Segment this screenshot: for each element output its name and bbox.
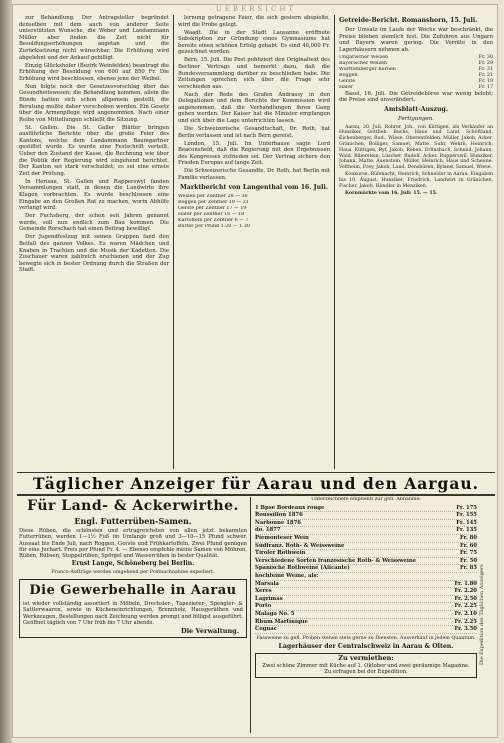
wine-row [255,619,477,627]
wine-row [255,573,477,581]
wine-row [255,603,477,611]
col1-paragraph: In Herisau, St. Gallen und Rapperswyl fanden Versammlungen statt, in denen die Landwirte ihre Klagen vorbrachten. Es wurde beschlossen eine Eingabe an den Großen Rat zu machen, worin Abhilfe verlangt wird. [19,178,169,212]
wine-intro: Unterzeichnete empfiehlt zur gefl. Abnahme: [311,497,421,502]
rent-label: Zu vermiethen: [338,654,394,663]
page-shadow [0,0,12,743]
column-2 [178,15,330,471]
column-divider [250,497,251,733]
grain-price-row: Bayerischer Weizen Fr. 29 [339,60,493,66]
wine-price: Fr. 2.25 [454,618,477,625]
wine-row [255,588,477,596]
wine-name: 1 Bpse Bordeaux rouge [255,504,325,511]
wine-price: Fr. 2.20 [454,588,477,595]
column-1 [19,15,169,471]
wine-row [255,543,477,551]
col2-paragraph: London, 15. Juli. Im Unterhause sagte Lord Beaconsfield, daß die Regierung mit den Ergebnissen des Kongresses zufrieden sei. Der Vertrag sichere den Frieden Europas auf lange Zeit. [178,140,330,167]
wine-name: Xeres [255,588,272,595]
wine-note: Fassweine zu gefl. Proben stehen stets gerne zu Diensten. Ausverkauf in jedem Quantum. [256,635,476,641]
newspaper-page [12,4,498,738]
wine-price: Fr. 2.25 [454,603,477,610]
column-divider [334,15,335,469]
col1-paragraph: Einzig Glückshofer (Bezirk Weinfelden) beantragt die Erhöhung der Besoldung von 600 auf 850 Fr. Die Erhöhung wird beschlossen, ebenso jene der Weibel. [19,62,169,82]
wine-name: Roussillon 1876 [255,512,303,519]
wine-row [255,535,477,543]
wine-price: Fr. 60 [459,542,477,549]
wine-name: Verschiedene Sorten französische Roth- & Weissweine [255,557,417,564]
kornmarkt-footer: Kornmärkte vom 16. Juli: 15. — 15. [345,191,438,197]
col1-paragraph: Der Jugendfestzug mit seinen Gruppen fand den Beifall des ganzen Volkes. Es waren Mädchen und Knaben in Trachten und die Musik der Kadetten. Die Zuschauer waren zahlreich erschienen und der Zug bewegte sich in bester Ordnung durch die Straßen der Stadt. [19,234,169,274]
wine-price: Fr. 135 [456,527,477,534]
col1-paragraph: St. Gallen. Die St. Galler Blätter bringen ausführliche Berichte über die große Feier des Kantons, welche dem Landammann Baumgartner gestiftet wurde. Es wurde eine Festschrift verteilt. Ueber den Zustand der Kasse, die Rechnung wie über die Politik der Regierung wird eingehend berichtet. Der Kanton sei stark verschuldet; es sei eine ernste Zeit der Prüfung. [19,124,169,177]
market-line: Hafer per Zentner 16 — 18 [178,211,245,217]
market-report-title: Marktbericht von Langenthal vom 16. Juli. [180,183,328,191]
wine-name: Piemonteser Wein [255,534,309,541]
wine-price: Fr. 175 [456,504,477,511]
wine-name: Rhum Martinique [255,618,308,625]
grain-report-title: Getreide-Bericht. Romanshorn, 15. Juli. [339,17,478,24]
wine-price: Fr. 1.80 [454,580,477,587]
wine-row [255,550,477,558]
grain-report-intro: Der Umsatz im Laufe der Woche war beschränkt, die Preise blieben ziemlich fest. Die Zufuhren aus Ungarn und Bayern waren gering. Die Vorräte in den Lagerhäusern nehmen ab. [339,27,493,53]
wine-price: Fr. 145 [456,519,477,526]
ad-headline: Für Land- & Ackerwirthe. [27,498,239,514]
wine-name: Tiroler Rothwein [255,550,306,557]
wine-price: Fr. 80 [459,534,477,541]
wine-row [255,581,477,589]
market-line: Gerste per Zentner 17 — 19 [178,205,247,211]
col1-paragraph: zur Behandlung. Der Antragsteller begründet denselben mit dem auch von anderer Seite unterstützten Wunsche, die Weber und Landammann Müller aber finden die Zeit nicht für Besoldungserhöhungen angetan und die Zurücksetzung nicht wünschbar. Die Erhöhung wird abgelehnt und der Ankauf gebilligt. [19,15,169,61]
wine-name: Cognac [255,626,277,633]
col2-lead: lernung getragene Feier, die sich gestern abspielte, wird die Probe gelegt. [178,15,330,28]
wine-row [255,558,477,566]
wine-price: Fr. 2.50 [454,595,477,602]
wine-name: Spanische Rothweine (Alicante) [255,565,350,572]
side-strip-text: Die Expedition des Täglichen Anzeigers [479,564,485,666]
wine-row [255,611,477,619]
market-line: Weizen per Zentner 28 — 30 [178,193,248,199]
grain-price-row: Hafer Fr. 17 [339,84,493,90]
wine-name: Südfranz. Roth- & Weissweine [255,542,345,549]
wine-row [255,596,477,604]
ad-subheadline: Engl. Futterrüben-Samen. [74,516,192,526]
wine-price: Fr. 155 [456,512,477,519]
col1-paragraph: Der Fuchsberg, der schon seit Jahren genannt wurde, soll nun endlich zum Bau kommen. Die Gemeinde Rorschach hat einen Beitrag bewilligt. [19,213,169,233]
grain-price-row: Ungarischer Weizen Fr. 30 [339,54,493,60]
col2-paragraph: Waadt. Die in der Stadt Lausanne eröffnete Subskription zur Gründung eines Gymnasiums hat bereits einen schönen Erfolg gehabt. Es sind 40,000 Fr. gezeichnet worden. [178,29,330,56]
grain-price-row: Roggen Fr. 21 [339,72,493,78]
amtsblatt-subtitle: Fertigungen. [397,115,435,122]
seed-advertisement [19,497,247,733]
section-rule [17,494,495,496]
col1-paragraph: Nun folgte noch der Gesetzesvorschlag über das Gesundheitswesen; die Behandlung kommen, allein die Bünde hatten sich schon allgemein gestellt, die Beratung mußte daher verschoben werden. Ein Gesetz über die Armenpflege wird angenommen. Nach einer Reihe von Mitteilungen schließt die Sitzung. [19,83,169,123]
market-line: Kartoffeln per Zentner 6 — 7 [178,217,249,223]
rent-text: Zwei schöne Zimmer mit Küche auf 1. Oktober und zwei geräumige Magazine. Zu erfragen bei der Expedition. [262,662,470,676]
market-line: Roggen per Zentner 19 — 21 [178,199,249,205]
amtsblatt-title: Amtsblatt-Auszug. [384,105,448,113]
wine-price: Fr. 85 [459,565,477,572]
wine-advertisement [255,497,477,733]
column-divider [173,15,174,469]
col2-paragraph: Die Schweizerische Gesandte, Dr. Roth, hat Berlin mit Familie verlassen. [178,168,330,181]
gewerbehalle-signature: Die Verwaltung. [180,627,239,636]
grain-price-row: Württemberger Kernen Fr. 31 [339,66,493,72]
section-rule [17,472,495,473]
ad-signature: Ernst Lange, Schöneberg bei Berlin. [71,560,195,568]
col2-paragraph: Nach der Rede des Grafen Andrassy in den Delegationen und dem Berichte der Kommission wird angenommen, daß die Verhandlungen ihren Gang gehen werden. Der Kaiser hat die Minister empfangen und sich über die Lage unterrichten lassen. [178,91,330,125]
wine-row [255,512,477,520]
wine-row [255,565,477,573]
wine-price: Fr. 50 [459,557,477,564]
col2-paragraph: Bern, 15. Juli. Die Post publiziert den Originaltext des Berliner Vertrags und bemerkt dazu, daß die Bundesversammlung darüber zu beschließen habe. Die Zeitungen sprechen sich über die Frage sehr verschieden aus. [178,57,330,90]
col2-paragraph: Die Schweizerische Gesandtschaft, Dr. Roth, hat Berlin verlassen und ist nach Bern gereist. [178,126,330,139]
wine-row [255,505,477,513]
grain-report-note: Basel, 16. Juli. Die Getreidebörse war wenig belebt; die Preise sind unverändert. [339,90,493,104]
ad-signature-note: Franco-Aufträge werden umgehend per Postnachnahme expediert. [51,569,215,575]
wine-price: Fr. 75 [459,550,477,557]
wine-row [255,527,477,535]
masthead-partial: UEBERSICHT [215,5,297,13]
wine-price: Fr. 3.50 [454,626,477,633]
gewerbehalle-body: ist wieder vollständig assortiert in Möbeln, Drechsler-, Tapezierer-, Spengler- & Sattlerwaaren, sowie in Kücheneinrichtungen, Brennholz, Hausgeräthen und Werkzeugen. Bestellungen nach Zeichnung werden prompt und billigst ausgeführt. Geöffnet täglich von 7 Uhr früh bis 7 Uhr abends. [23,601,243,626]
amtsblatt-text: Aarau, 20. Juli. Rohrer, Joh., von Küttigen, als Verkäufer an Hunziker, Gottlieb. Buchs, Haus und Land. Schöftland, Eichenberger, Rud., Wiese. Oberentfelden, Müller, Jakob, Acker. Gränichen, Bolliger, Samuel, Matte. Suhr, Wehrli, Heinrich, Haus. Küttigen, Ryf, Jakob, Reben. Erlinsbach, Schmid, Johann, Wald. Biberstein, Lüscher, Rudolf, Acker. Rupperswil, Hunziker, Johann, Matte. Auenstein, Müller, Heinrich, Haus und Scheune. Veltheim, Frey, Jakob, Land. Densbüren, Byland, Samuel, Wiese. [339,124,493,171]
ad-body: Diese Rüben, die schönsten und ertragreichsten von allen jetzt bekannten Futterrüben, werden 1—1½ Fuß im Umfange groß und 3—10—15 Pfund schwer. Aussaat bis Ende Juli, nach Roggen, Gerste und Frühkartoffeln. Zwei Pfund genügen für eine Juchart. Preis per Pfund Fr. 4. — Ebenso empfehle meine Samen von Möhren, Rüben, Rübsen, Stoppelrüben, Spörgel und Wasserrüben in bester Qualität. [19,528,247,560]
gewerbehalle-title: Die Gewerbehalle in Aarau [29,583,237,599]
wine-name: Lagrimas [255,595,283,602]
wine-list [255,505,477,634]
grain-price-row: Gerste Fr. 19 [339,78,493,84]
wine-row [255,520,477,528]
wine-name: do. 1877 [255,527,281,534]
wine-price: Fr. 2.10 [454,610,477,617]
rent-notice [255,653,477,677]
market-line: Butter per Pfund 1.20 — 1.30 [178,223,250,229]
wine-name: Porto [255,603,272,610]
wine-row [255,626,477,634]
gewerbehalle-advertisement [19,579,247,637]
wine-firm: Lagerhäuser der Centralschweiz in Aarau & Olten. [278,642,454,650]
wine-name: Narbonne 1876 [255,519,301,526]
wine-name: Marsala [255,580,279,587]
wine-name: hochfeine Weine, als: [255,572,319,579]
column-3 [339,15,493,471]
wine-name: Malaga No. 5 [255,610,295,617]
advertiser-banner: Täglicher Anzeiger für Aarau und den Aargau. [32,474,480,493]
amtsblatt-text: Konkurse. Rüfenacht, Heinrich, Schneider in Aarau. Eingaben bis 10. August. Hunziker, Friedrich, Landwirt in Gränichen. Fischer, Jakob, Händler in Menziken. [339,172,493,189]
